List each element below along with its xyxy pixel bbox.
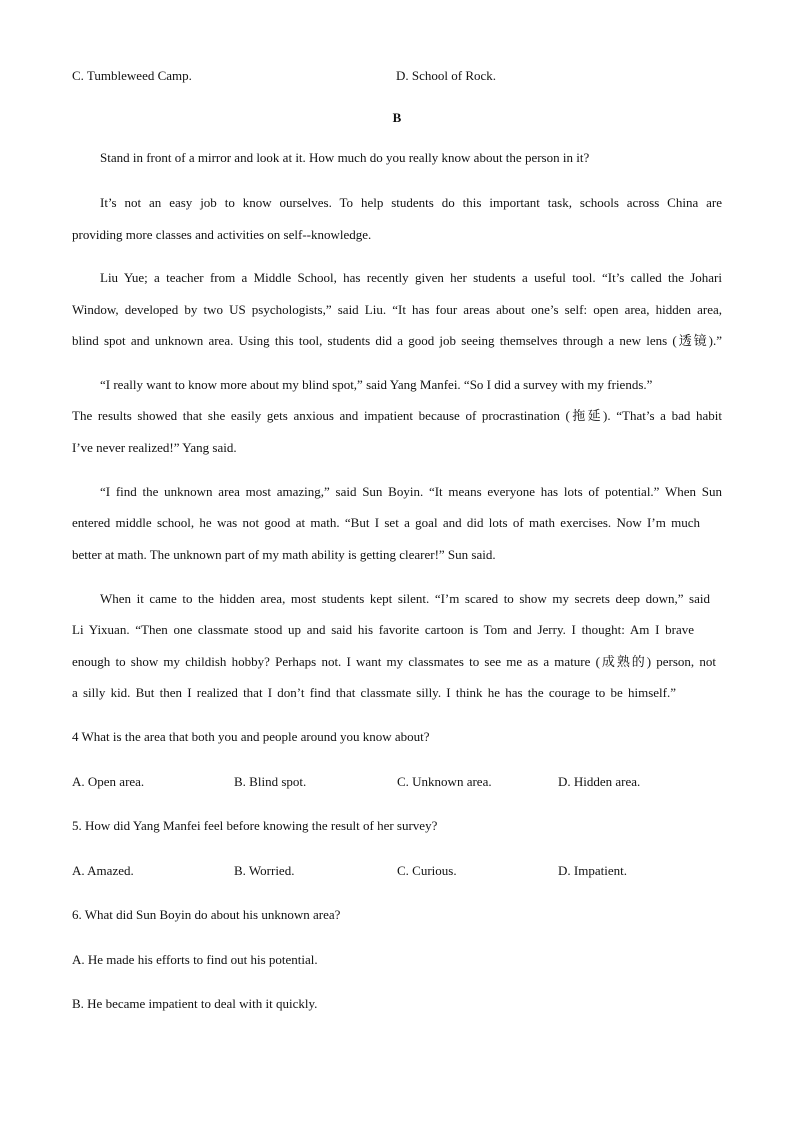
previous-option-c: C. Tumbleweed Camp.	[72, 68, 192, 83]
question-4-option-b: B. Blind spot.	[234, 774, 307, 789]
passage-paragraph-5-line-1: “I find the unknown area most amazing,” said Sun Boyin. “It means everyone has lots of potential.” When Sun	[100, 484, 722, 499]
question-4-option-c: C. Unknown area.	[397, 774, 492, 789]
question-6-option-a: A. He made his efforts to find out his potential.	[72, 952, 318, 967]
question-4-option-a: A. Open area.	[72, 774, 145, 789]
passage-paragraph-3-line-3: blind spot and unknown area. Using this tool, students did a good job seeing themselves through a new lens (透镜).”	[72, 333, 722, 348]
question-5-option-a: A. Amazed.	[72, 863, 134, 878]
passage-paragraph-2-line-1: It’s not an easy job to know ourselves. To help students do this important task, schools across China are	[100, 195, 722, 210]
section-title: B	[392, 110, 402, 125]
passage-paragraph-2-line-2: providing more classes and activities on self--knowledge.	[72, 227, 372, 242]
passage-paragraph-6-line-2: Li Yixuan. “Then one classmate stood up and said his favorite cartoon is Tom and Jerry. I thought: Am I brave	[72, 622, 694, 637]
question-4-stem: 4 What is the area that both you and people around you know about?	[72, 729, 430, 744]
passage-paragraph-4-line-2: The results showed that she easily gets anxious and impatient because of procrastination (拖延). “That’s a bad habit	[72, 408, 722, 423]
question-6-stem: 6. What did Sun Boyin do about his unknown area?	[72, 907, 341, 922]
passage-paragraph-4-line-3: I’ve never realized!” Yang said.	[72, 440, 237, 455]
question-5-option-b: B. Worried.	[234, 863, 295, 878]
question-5-option-c: C. Curious.	[397, 863, 457, 878]
passage-paragraph-3-line-1: Liu Yue; a teacher from a Middle School, has recently given her students a useful tool. “It’s called the Johari	[100, 270, 722, 285]
passage-paragraph-5-line-2: entered middle school, he was not good at math. “But I set a goal and did lots of math exercises. Now I’m much	[72, 515, 700, 530]
question-6-option-b: B. He became impatient to deal with it quickly.	[72, 996, 318, 1011]
passage-paragraph-1-line-1: Stand in front of a mirror and look at it. How much do you really know about the person in it?	[100, 150, 590, 165]
passage-paragraph-3-line-2: Window, developed by two US psychologists,” said Liu. “It has four areas about one’s self: open area, hidden area,	[72, 302, 722, 317]
passage-paragraph-6-line-4: a silly kid. But then I realized that I don’t find that classmate silly. I think he has the courage to be himself.”	[72, 685, 676, 700]
passage-paragraph-5-line-3: better at math. The unknown part of my math ability is getting clearer!” Sun said.	[72, 547, 496, 562]
passage-paragraph-4-line-1: “I really want to know more about my blind spot,” said Yang Manfei. “So I did a survey with my friends.”	[100, 377, 653, 392]
previous-option-d: D. School of Rock.	[396, 68, 497, 83]
passage-paragraph-6-line-1: When it came to the hidden area, most students kept silent. “I’m scared to show my secrets deep down,” said	[100, 591, 710, 606]
passage-paragraph-6-line-3: enough to show my childish hobby? Perhaps not. I want my classmates to see me as a mature (成熟的) person, not	[72, 654, 716, 669]
question-5-stem: 5. How did Yang Manfei feel before knowing the result of her survey?	[72, 818, 438, 833]
question-5-option-d: D. Impatient.	[558, 863, 627, 878]
question-4-option-d: D. Hidden area.	[558, 774, 641, 789]
